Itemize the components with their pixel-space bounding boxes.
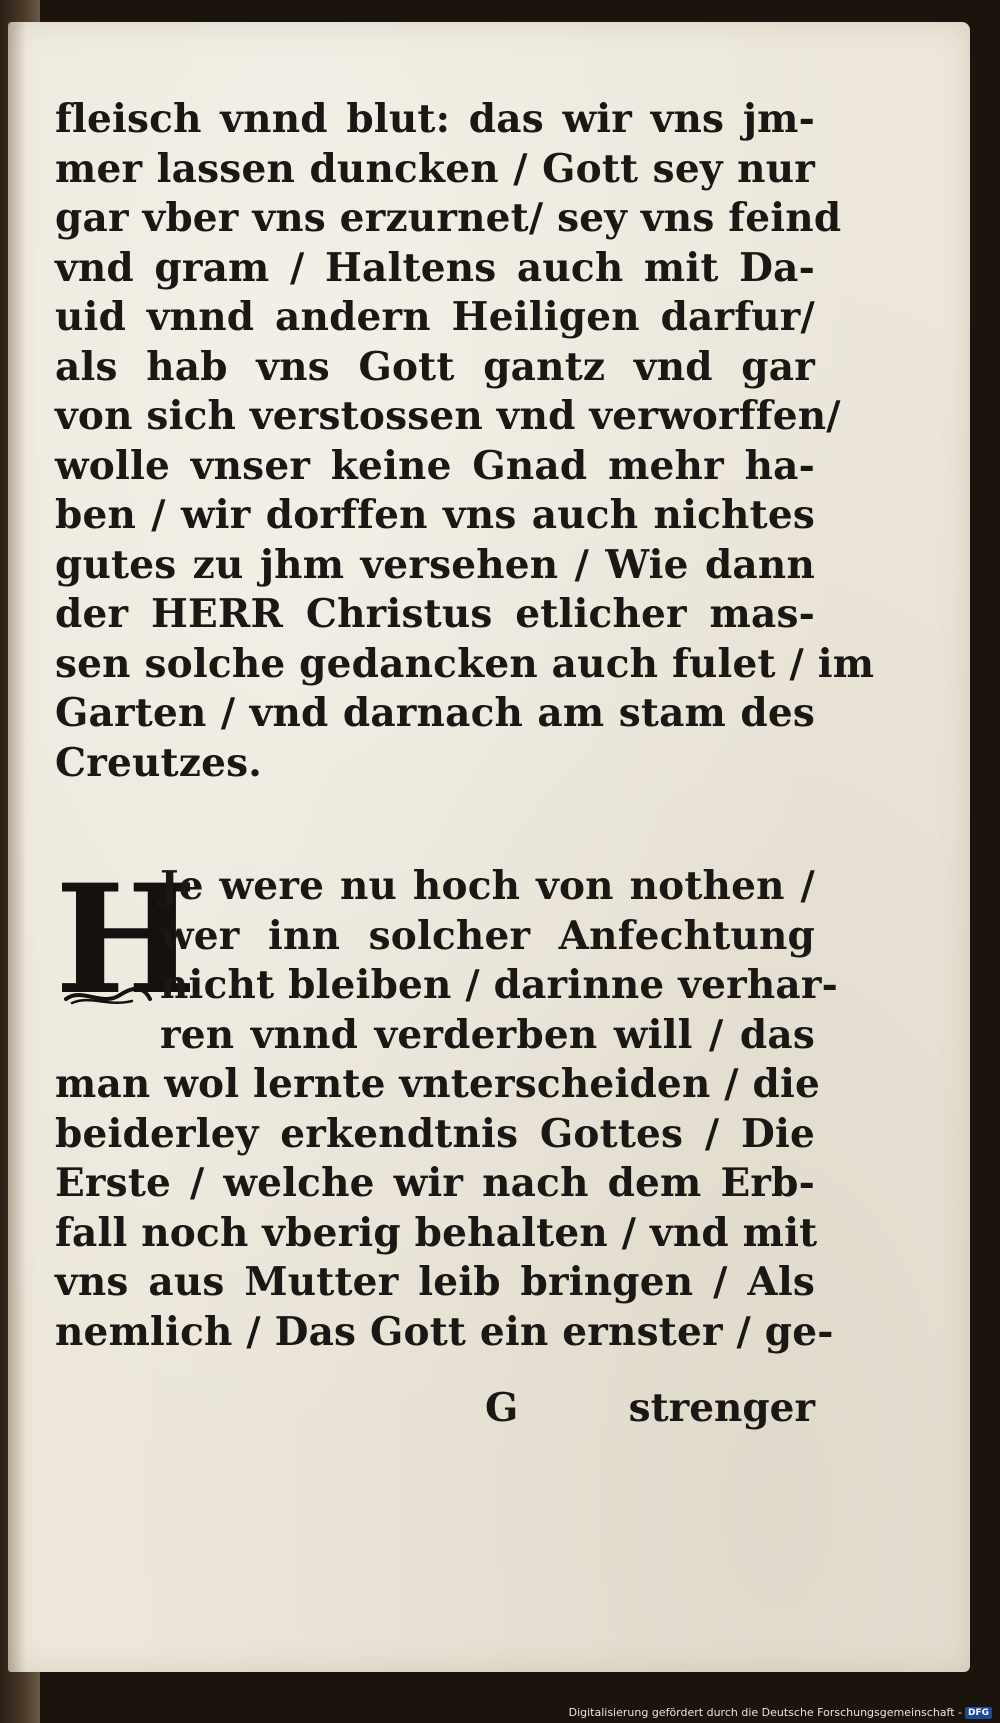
text-line: der HERR Christus etlicher mas- [55,591,815,637]
text-line: fall noch vberig behalten / vnd mit [55,1209,818,1256]
page-gutter-shadow [8,22,26,1672]
paragraph-1 [55,95,875,788]
text-line: fleisch vnnd blut: das wir vns jm- [55,96,815,142]
text-line: von sich verstossen vnd verworffen/ [55,393,841,439]
footer-text: Digitalisierung gefördert durch die Deutsche Forschungsgemeinschaft - [568,1706,962,1719]
text-line: wolle vnser keine Gnad mehr ha- [55,442,815,489]
catchword: strenger [628,1385,815,1431]
text-line: wer inn solcher Anfechtung [160,912,815,959]
text-line: Garten / vnd darnach am stam des [55,690,815,736]
text-line: mer lassen duncken / Gott sey nur [55,145,815,192]
signature-line [55,1383,815,1433]
text-line: uid vnnd andern Heiligen darfur/ [55,294,815,340]
text-line: Creutzes. [55,739,263,786]
text-line: Je were nu hoch von nothen / [160,863,815,909]
digitization-footer [569,1706,992,1719]
text-line: beiderley erkendtnis Gottes / Die [55,1110,815,1157]
text-line: gutes zu jhm versehen / Wie dann [55,541,815,588]
signature-mark: G [485,1385,519,1431]
text-line: als hab vns Gott gantz vnd gar [55,343,815,390]
dfg-logo: DFG [965,1707,992,1719]
text-line: ren vnnd verderben will / das [160,1011,815,1058]
text-line: vnd gram / Haltens auch mit Da- [55,244,815,291]
text-line: gar vber vns erzurnet/ sey vns feind [55,195,842,241]
text-line: man wol lernte vnterscheiden / die [55,1061,820,1107]
text-line: sen solche gedancken auch fulet / im [55,640,875,687]
text-line: nicht bleiben / darinne verhar- [160,962,838,1008]
text-line: Erste / welche wir nach dem Erb- [55,1160,815,1206]
text-line: nemlich / Das Gott ein ernster / ge- [55,1308,834,1355]
paragraph-2 [55,852,838,1357]
decorated-initial-letter: H [55,852,197,1028]
text-line: ben / wir dorffen vns auch nichtes [55,492,815,538]
text-line: vns aus Mutter leib bringen / Als [55,1259,815,1305]
